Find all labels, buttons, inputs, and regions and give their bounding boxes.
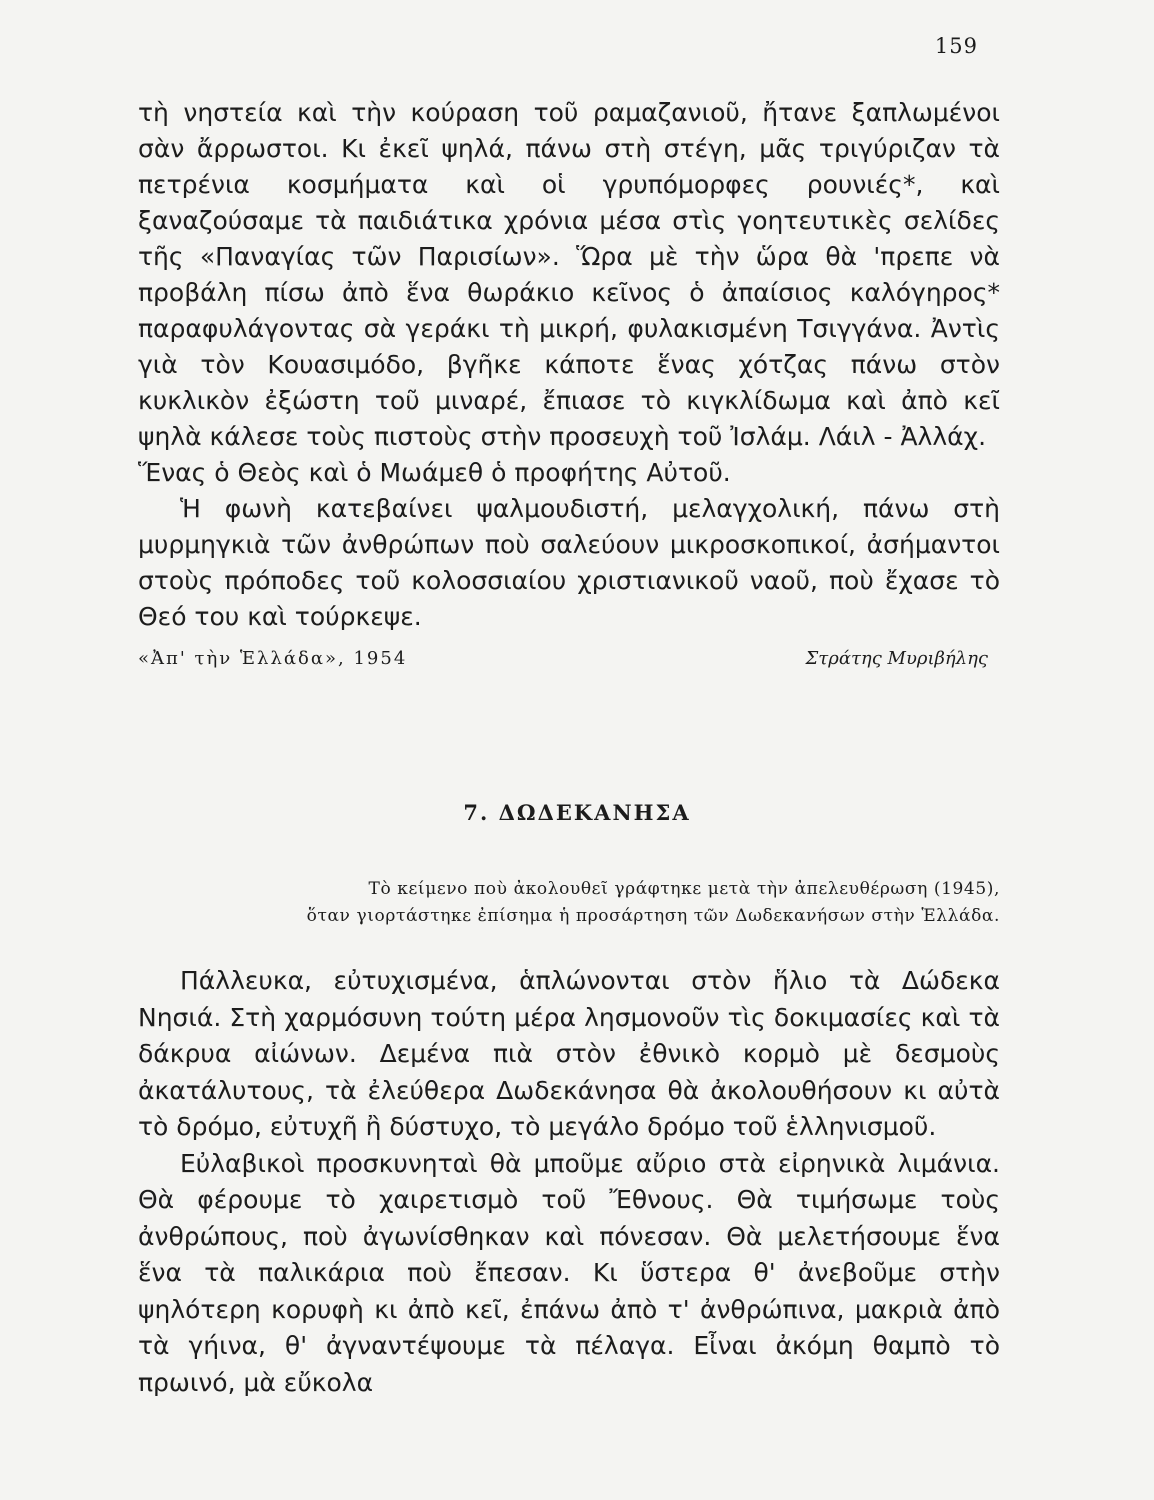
- paragraph-1: τὴ νηστεία καὶ τὴν κούραση τοῦ ραμαζανιοῦ, ἤτανε ξαπλωμένοι σὰν ἄρρωστοι. Κι ἐκεῖ ψηλά, πάνω στὴ στέγη, μᾶς τριγύριζαν τὰ πετρένια κοσμήματα καὶ οἱ γρυπόμορφες ρουνιές*, καὶ ξαναζούσαμε τὰ παιδιάτικα χρόνια μέσα στὶς γοητευτικὲς σελίδες τῆς «Παναγίας τῶν Παρισίων». Ὥρα μὲ τὴν ὥρα θὰ 'πρεπε νὰ προβάλη πίσω ἀπὸ ἕνα θωράκιο κεῖνος ὁ ἀπαίσιος καλόγηρος* παραφυλάγοντας σὰ γεράκι τὴ μικρή, φυλακισμένη Τσιγγάνα. Ἀντὶς γιὰ τὸν Κουασιμόδο, βγῆκε κάποτε ἕνας χότζας πάνω στὸν κυκλικὸν ἐξώστη τοῦ μιναρέ, ἔπιασε τὸ κιγκλίδωμα καὶ ἀπὸ κεῖ ψηλὰ κάλεσε τοὺς πιστοὺς στὴν προσευχὴ τοῦ Ἰσλάμ. Λάιλ - Ἀλλάχ.: [138, 98, 1000, 451]
- top-text-block: [138, 95, 1000, 635]
- paragraph-4: Πάλλευκα, εὐτυχισμένα, ἁπλώνονται στὸν ἥλιο τὰ Δώδεκα Νησιά. Στὴ χαρμόσυνη τούτη μέρα λησμονοῦν τὶς δοκιμασίες καὶ τὰ δάκρυα αἰώνων. Δεμένα πιὰ στὸν ἐθνικὸ κορμὸ μὲ δεσμοὺς ἀκατάλυτους, τὰ ἐλεύθερα Δωδεκάνησα θὰ ἀκολουθήσουν κι αὐτὰ τὸ δρόμο, εὐτυχῆ ἢ δύστυχο, τὸ μεγάλο δρόμο τοῦ ἑλληνισμοῦ.: [138, 966, 1000, 1141]
- bottom-text-block: [138, 963, 1000, 1401]
- page-number: 159: [934, 34, 978, 58]
- section-epigraph: [200, 876, 1000, 930]
- epigraph-line-2: ὅταν γιορτάστηκε ἐπίσημα ἡ προσάρτηση τῶν Δωδεκανήσων στὴν Ἑλλάδα.: [306, 906, 1000, 926]
- paragraph-5: Εὐλαβικοὶ προσκυνηταὶ θὰ μποῦμε αὔριο στὰ εἰρηνικὰ λιμάνια. Θὰ φέρουμε τὸ χαιρετισμὸ τοῦ Ἔθνους. Θὰ τιμήσωμε τοὺς ἀνθρώπους, ποὺ ἀγωνίσθηκαν καὶ πόνεσαν. Θὰ μελετήσουμε ἕνα ἕνα τὰ παλικάρια ποὺ ἔπεσαν. Κι ὕστερα θ' ἀνεβοῦμε στὴν ψηλότερη κορυφὴ κι ἀπὸ κεῖ, ἐπάνω ἀπὸ τ' ἀνθρώπινα, μακριὰ ἀπὸ τὰ γήινα, θ' ἀγναντέψουμε τὰ πέλαγα. Εἶναι ἀκόμη θαμπὸ τὸ πρωινό, μὰ εὔκολα: [138, 1148, 1000, 1397]
- source-author: Στράτης Μυριβήλης: [805, 648, 988, 669]
- paragraph-2: Ἕνας ὁ Θεὸς καὶ ὁ Μωάμεθ ὁ προφήτης Αὐτοῦ.: [138, 458, 731, 487]
- source-citation: «Ἀπ' τὴν Ἑλλάδα», 1954: [138, 648, 408, 669]
- source-attribution: [138, 648, 1000, 678]
- paragraph-3: Ἡ φωνὴ κατεβαίνει ψαλμουδιστή, μελαγχολική, πάνω στὴ μυρμηγκιὰ τῶν ἀνθρώπων ποὺ σαλεύουν μικροσκοπικοί, ἀσήμαντοι στοὺς πρόποδες τοῦ κολοσσιαίου χριστιανικοῦ ναοῦ, ποὺ ἔχασε τὸ Θεό του καὶ τούρκεψε.: [138, 494, 1000, 631]
- top-prose: [138, 95, 1000, 635]
- bottom-prose: [138, 963, 1000, 1401]
- epigraph-line-1: Τὸ κείμενο ποὺ ἀκολουθεῖ γράφτηκε μετὰ τὴν ἀπελευθέρωση (1945),: [368, 879, 1000, 899]
- section-heading: 7. ΔΩΔΕΚΑΝΗΣΑ: [463, 800, 691, 825]
